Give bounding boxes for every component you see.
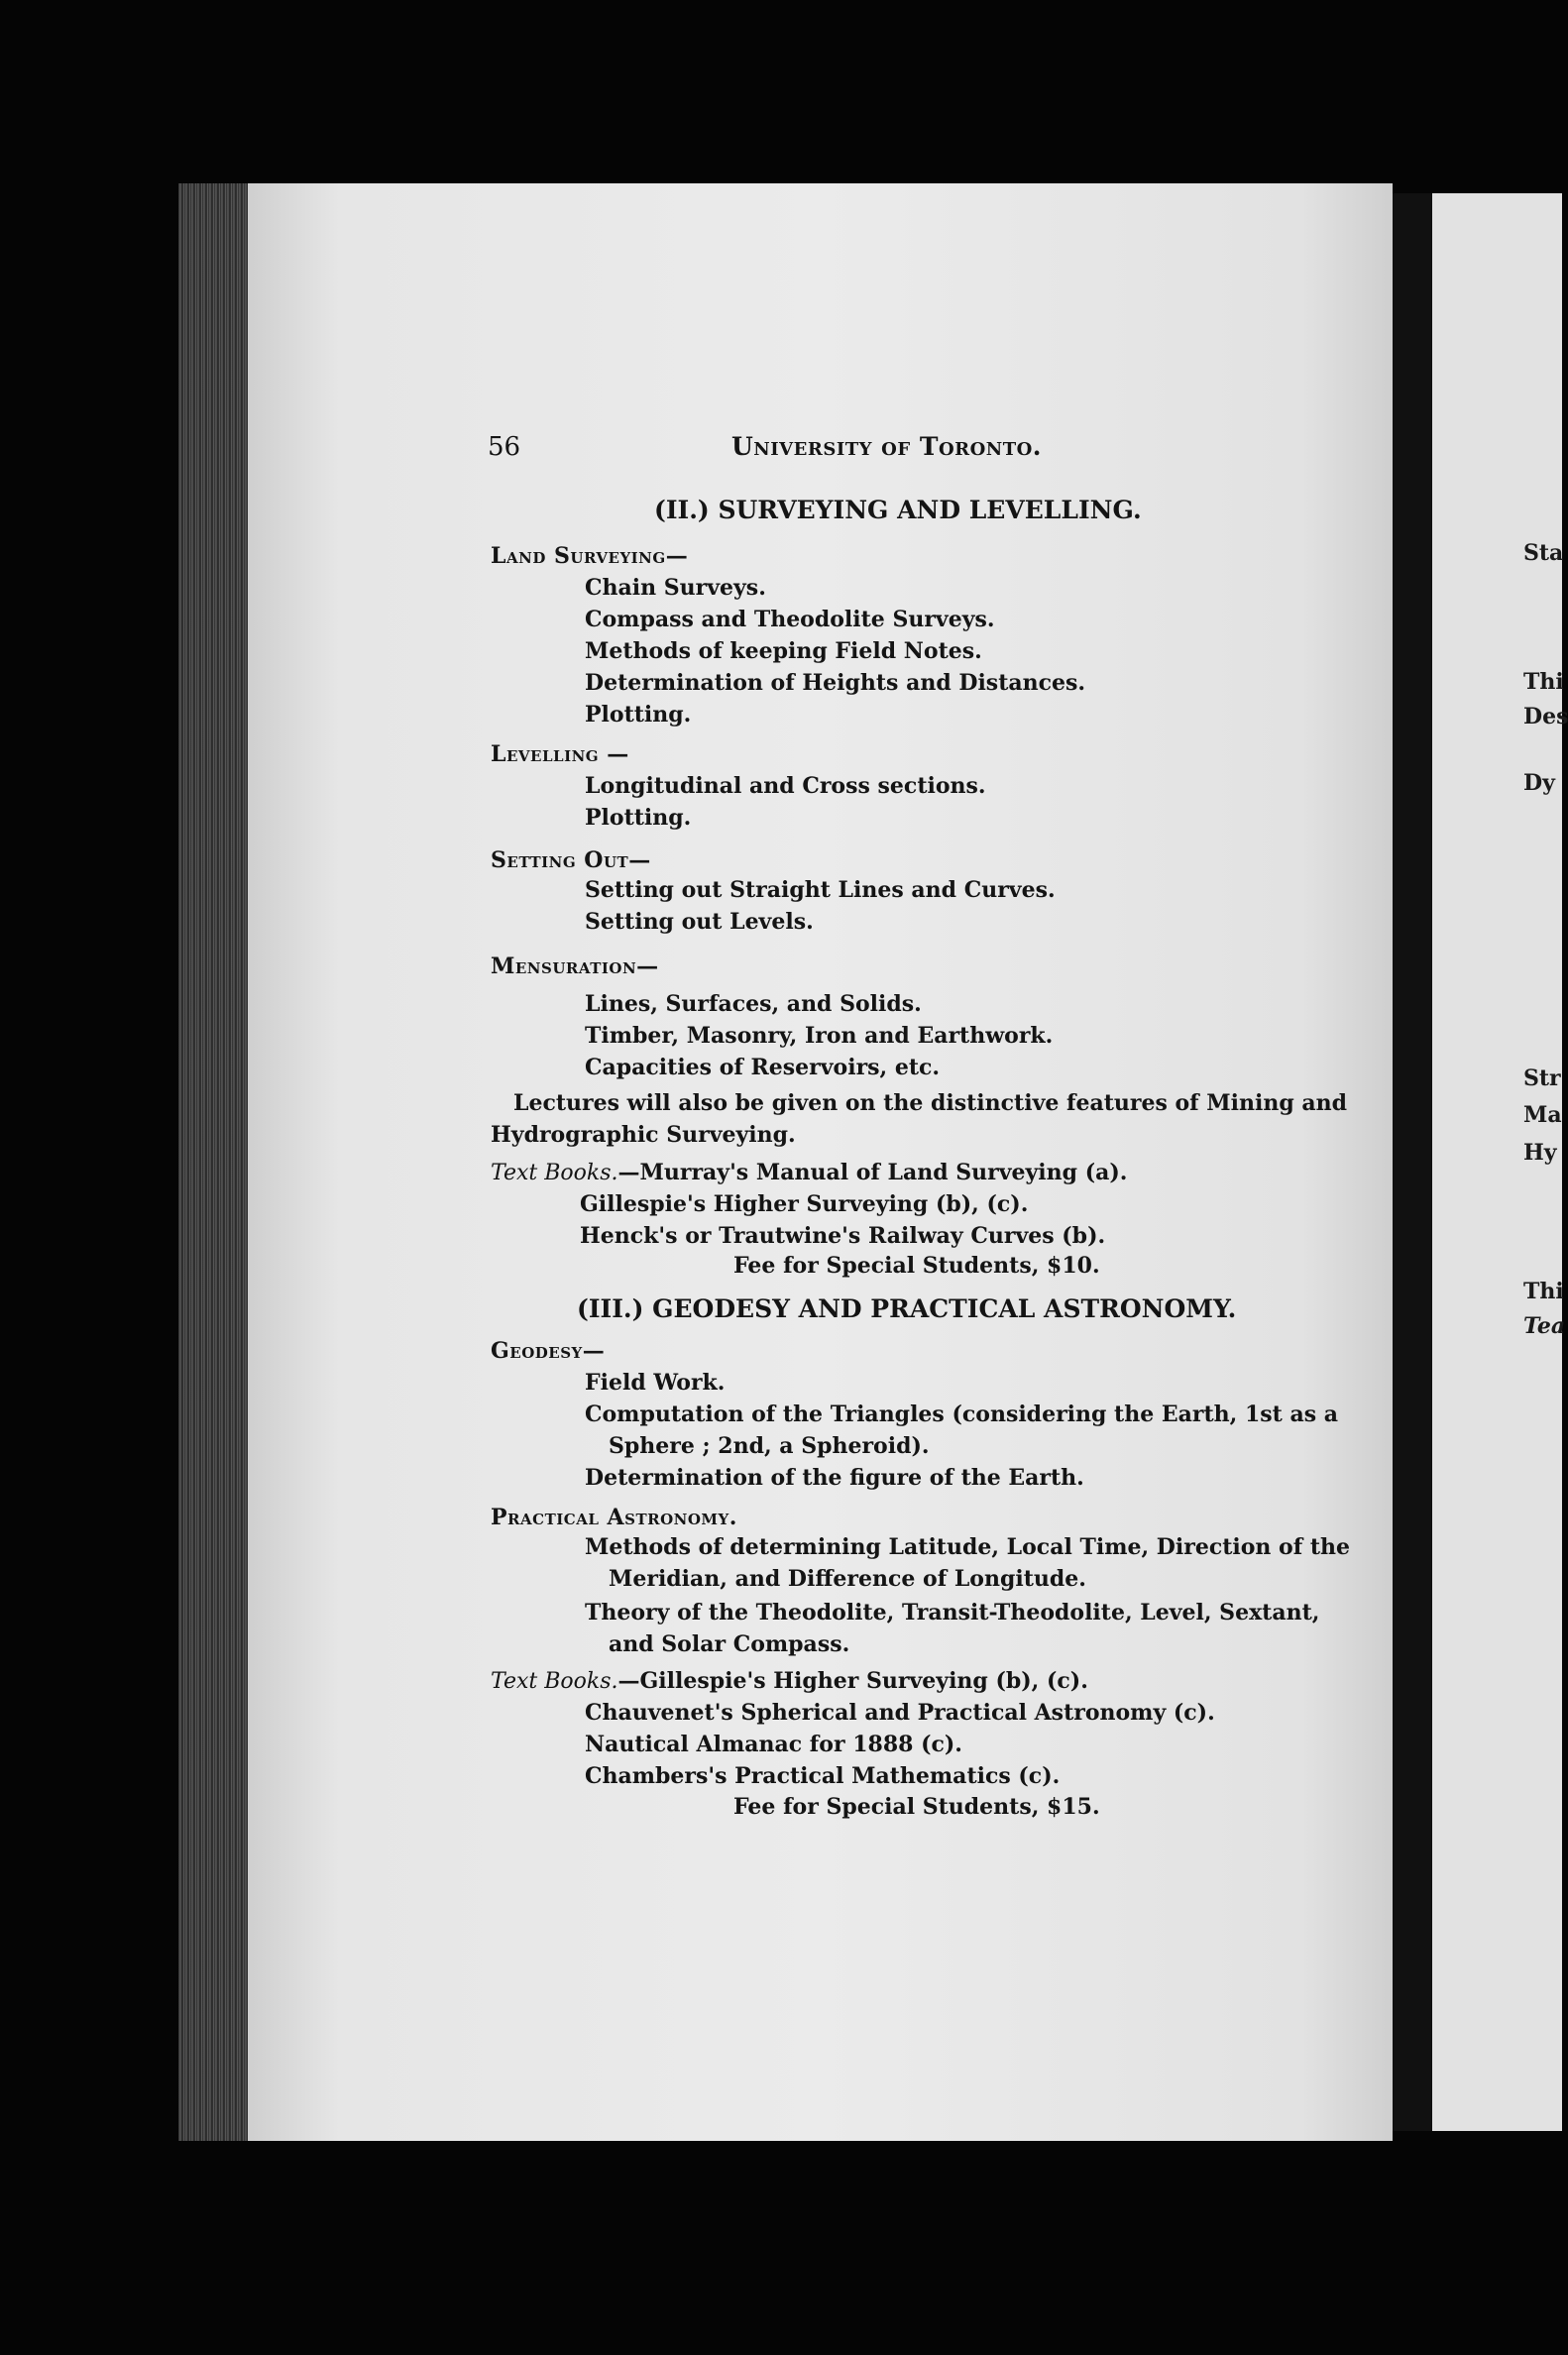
text-book: —Murray's Manual of Land Surveying (a). [617,1160,1128,1185]
text-books-label: Text Books. [491,1669,618,1694]
running-title: University of Toronto. [731,432,1043,461]
text-books-line [491,1668,1088,1694]
section-title: (III.) GEODESY AND PRACTICAL ASTRONOMY. [577,1294,1237,1323]
fee-line: Fee for Special Students, $15. [733,1794,1100,1820]
facing-fragment: Dy [1523,770,1555,796]
list-item: Plotting. [585,805,692,831]
list-item: Computation of the Triangles (considering the Earth, 1st as a [585,1402,1339,1427]
facing-fragment: Thi [1523,1279,1564,1304]
page-number: 56 [488,432,521,462]
list-item: Field Work. [585,1370,726,1396]
text-book: Nautical Almanac for 1888 (c). [585,1732,962,1757]
list-item: Determination of the figure of the Earth. [585,1465,1084,1491]
subsection-heading: Land Surveying— [491,543,689,569]
text-books-label: Text Books. [491,1161,618,1185]
paragraph-line: Hydrographic Surveying. [491,1122,796,1148]
list-item: Plotting. [585,702,692,728]
facing-fragment: Sta [1523,540,1564,566]
facing-fragment: Str [1523,1065,1561,1091]
facing-fragment: Thi [1523,669,1564,695]
subsection-heading: Levelling — [491,741,629,767]
facing-fragment: Ma [1523,1102,1562,1128]
facing-page [1432,193,1568,2131]
list-item: Lines, Surfaces, and Solids. [585,991,922,1017]
list-item: Determination of Heights and Distances. [585,670,1086,696]
subsection-heading: Setting Out— [491,847,651,873]
facing-fragment: Des [1523,704,1568,729]
list-item: Chain Surveys. [585,575,766,601]
list-item-continuation: and Solar Compass. [609,1631,850,1657]
book-page-edges [178,183,258,2141]
paragraph-line: Lectures will also be given on the distinctive features of Mining and [513,1090,1348,1116]
subsection-heading: Mensuration— [491,953,659,979]
list-item: Setting out Levels. [585,909,814,935]
list-item: Longitudinal and Cross sections. [585,773,986,799]
list-item: Setting out Straight Lines and Curves. [585,877,1056,903]
list-item-continuation: Meridian, and Difference of Longitude. [609,1566,1086,1592]
list-item-continuation: Sphere ; 2nd, a Spheroid). [609,1433,930,1459]
list-item: Compass and Theodolite Surveys. [585,607,995,632]
text-book: Henck's or Trautwine's Railway Curves (b). [580,1223,1106,1249]
facing-fragment: Tea [1523,1313,1566,1339]
text-book: Chambers's Practical Mathematics (c). [585,1763,1061,1789]
list-item: Capacities of Reservoirs, etc. [585,1055,941,1080]
list-item: Theory of the Theodolite, Transit-Theodolite, Level, Sextant, [585,1600,1320,1626]
text-book: Chauvenet's Spherical and Practical Astronomy (c). [585,1700,1215,1726]
subsection-heading: Practical Astronomy. [491,1505,737,1530]
list-item: Timber, Masonry, Iron and Earthwork. [585,1023,1054,1049]
subsection-heading: Geodesy— [491,1338,606,1364]
text-book: —Gillespie's Higher Surveying (b), (c). [617,1668,1088,1694]
section-title: (II.) SURVEYING AND LEVELLING. [654,496,1142,524]
list-item: Methods of determining Latitude, Local Time, Direction of the [585,1534,1351,1560]
text-books-line [491,1160,1127,1185]
text-book: Gillespie's Higher Surveying (b), (c). [580,1191,1029,1217]
list-item: Methods of keeping Field Notes. [585,638,982,664]
fee-line: Fee for Special Students, $10. [733,1253,1100,1279]
facing-fragment: Hy [1523,1140,1557,1166]
book-gutter [1393,193,1432,2131]
